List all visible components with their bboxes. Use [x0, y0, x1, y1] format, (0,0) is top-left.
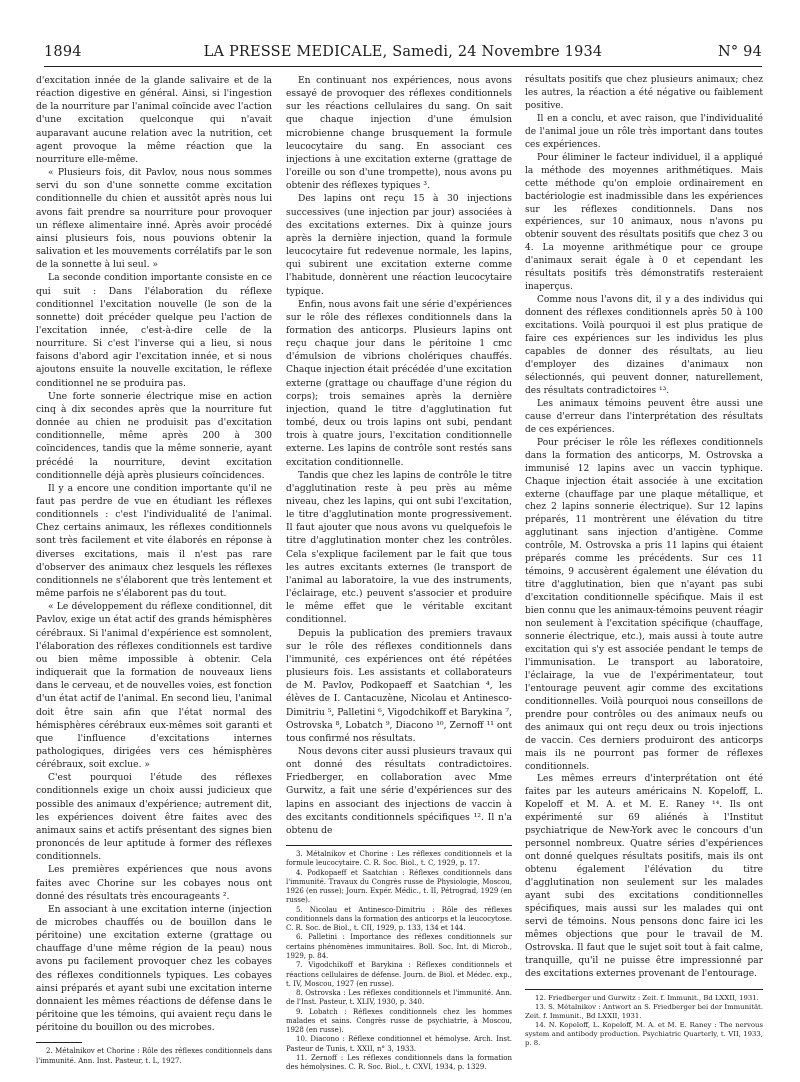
footnote: 10. Diacono : Réflexe conditionnel et hémolyse. Arch. Inst. Pasteur de Tunis, t. XXII, n° 3, 1933.: [286, 1035, 512, 1053]
footnote-divider: [525, 989, 763, 990]
footnote: 3. Métalnikov et Chorine : Les réflexes conditionnels et la formule leucocytaire. C. R. Soc. Biol., t. C, 1929, p. 17.: [286, 850, 512, 868]
paragraph: Comme nous l'avons dit, il y a des individus qui donnent des réflexes conditionnels après 50 à 100 excitations. Voilà pourquoi il est plus pratique de faire ces expériences sur les individus les plus capables de donner des résultats, au lieu d'employer des dizaines d'animaux non sélectionnés, qui peuvent donner, naturellement, des résultats contradictoires ¹³.: [525, 295, 763, 396]
paragraph: Pour préciser le rôle les réflexes conditionnels dans la formation des anticorps, M. Ostrovska a immunisé 12 lapins avec un vaccin typhique. Chaque injection était associée à une excitation externe (chauffage par une plaque métallique, et chez 2 lapins sonnerie électrique). Sur 12 lapins préparés, 11 montrèrent une élévation du titre agglutinant sans injection d'antigène. Comme contrôle, M. Ostrovska a pris 11 lapins qui étaient préparés comme les précédents. Sur ces 11 témoins, 9 accusèrent également une élévation du titre d'agglutination, bien que n'ayant pas subi d'excitation conditionnelle spécifique. Mais il est bien connu que les animaux-témoins peuvent réagir non seulement à l'excitation spécifique (chauffage, sonnerie électrique, etc.), mais aussi à toute autre excitation qui s'y est associée pendant le temps de l'immunisation. Le transport au laboratoire, l'éclairage, la vue de l'expérimentateur, tout l'entourage peuvent agir comme des excitations conditionnelles. Voilà pourquoi nous conseillons de prendre pour contrôles ou des animaux neufs ou des animaux qui ont reçu deux ou trois injections de vaccin. Ces derniers produiront des anticorps mais ils ne pourront pas former de réflexes conditionnels.: [525, 437, 763, 772]
paragraph: Depuis la publication des premiers travaux sur le rôle des réflexes conditionnels dans l'immunité, ces expériences ont été répétées plusieurs fois. Les assistants et collaborateurs de M. Pavlov, Podkopaeff et Saatchian ⁴, les élèves de I. Cantacuzène, Nicolau et Antinesco-Dimitriu ⁵, Palletini ⁶, Vigodchikoff et Barykina ⁷, Ostrovska ⁸, Lobatch ⁹, Diacono ¹⁰, Zernoff ¹¹ ont tous confirmé nos résultats.: [286, 627, 512, 744]
paragraph: Des lapins ont reçu 15 à 30 injections successives (une injection par jour) associées à des excitations externes. Dix à quinze jours après la dernière injection, quand la formule leucocytaire fut redevenue normale, les lapins, qui subirent une excitation externe comme l'habitude, donnèrent une réaction leucocytaire typique.: [286, 193, 512, 297]
footnote: 11. Zernoff : Les réflexes conditionnels dans la formation des hémolysines. C. R. Soc. Biol., t. CXVI, 1934, p. 1329.: [286, 1053, 512, 1072]
footnote: 8. Ostrovska : Les réflexes conditionnels et l'immunité. Ann. de l'Inst. Pasteur, t. XLIV, 1930, p. 340.: [286, 989, 512, 1007]
paragraph: La seconde condition importante consiste en ce qui suit : Dans l'élaboration du réflexe conditionnel l'excitation nouvelle (le son de la sonnette) doit précéder quelque peu l'action de l'excitation innée, c'est-à-dire celle de la nourriture. Si c'est l'inverse qui a lieu, si nous faisons d'abord agir l'excitation innée, et si nous ajoutons ensuite la nouvelle excitation, le réflexe conditionnel ne se produira pas.: [36, 272, 272, 389]
footnote-divider: [36, 1042, 82, 1043]
paragraph: Les mêmes erreurs d'interprétation ont été faites par les auteurs américains N. Kopeloff, L. Kopeloff et M. A. et M. E. Raney ¹⁴. Ils ont expérimenté sur 69 aliénés à l'Institut psychiatrique de New-York avec le concours d'un personnel nombreux. Quatre séries d'expériences ont donné quelques résultats positifs, mais ils ont obtenu également l'élévation du titre d'agglutination non seulement sur les malades ayant subi des excitations conditionnelles spécifiques, mais aussi sur les malades qui ont servi de témoins. Nous pensons donc faire ici les mêmes objections que pour le travail de M. Ostrovska. Il faut que le sujet soit tout à fait calme, tranquille, qu'il ne puisse être impressionné par des excitations externes provenant de l'entourage.: [525, 774, 763, 979]
footnotes: [286, 850, 512, 1072]
page-number: 1894: [44, 44, 82, 60]
paragraph: C'est pourquoi l'étude des réflexes conditionnels exige un choix aussi judicieux que possible des animaux d'expérience; autrement dit, les expériences doivent être faites avec des animaux sains et actifs présentant des signes bien prononcés de leur aptitude à former des réflexes conditionnels.: [36, 772, 272, 863]
paragraph: d'excitation innée de la glande salivaire et de la réaction digestive en général. Ainsi, si l'ingestion de la nourriture par l'animal coïncide avec l'action d'une excitation quelconque qui n'avait auparavant aucune relation avec la nutrition, cet agent provoque la même réaction que la nourriture elle-même.: [36, 75, 272, 165]
paragraph: « Le développement du réflexe conditionnel, dit Pavlov, exige un état actif des grands hémisphères cérébraux. Si l'animal d'expérience est somnolent, l'élaboration des réflexes conditionnels est tardive ou bien même impossible à obtenir. Cela indiquerait que la formation de nouveaux liens dans le cerveau, et de nouvelles voies, est fonction d'un état actif de l'animal. En second lieu, l'animal doit être sain afin que l'état normal des hémisphères cérébraux eux-mêmes soit garanti et que l'influence d'excitations internes pathologiques, dirigées vers ces hémisphères cérébraux, soit exclue. »: [36, 601, 272, 771]
footnote-divider: [286, 845, 512, 846]
footnote: 7. Vigodchikoff et Barykina : Réflexes conditionnels et réactions cellulaires de défense. Journ. de Biol. et Médec. exp., t. IV, Moscou, 1927 (en russe).: [286, 961, 512, 988]
footnote: 9. Lobatch : Réflexes conditionnels chez les hommes malades et sains. Congrès russe de psychiatrie, à Moscou, 1928 (en russe).: [286, 1007, 512, 1035]
journal-title: LA PRESSE MEDICALE, Samedi, 24 Novembre 1934: [203, 44, 603, 60]
paragraph: Les animaux témoins peuvent être aussi une cause d'erreur dans l'interprétation des résultats de ces expériences.: [525, 398, 763, 435]
page-header: [44, 40, 762, 67]
footnote: 5. Nicolau et Antinesco-Dimitriu : Rôle des réflexes conditionnels dans la formation des anticorps et la leucocytose. C. R. Soc. de Biol., t. CII, 1929, p. 133, 134 et 144.: [286, 905, 512, 933]
paragraph: Enfin, nous avons fait une série d'expériences sur le rôle des réflexes conditionnels dans la formation des anticorps. Plusieurs lapins ont reçu chaque jour dans le péritoine 1 cmc d'émulsion de vibrions cholériques chauffés. Chaque injection était précédée d'une excitation externe (grattage ou chauffage d'une région du corps); trois semaines après la dernière injection, quand le titre d'agglutination fut tombé, deux ou trois lapins ont subi, pendant trois à quatre jours, l'excitation conditionnelle externe. Les lapins de contrôle sont restés sans excitation conditionnelle.: [286, 298, 512, 468]
footnote: 2. Métalnikov et Chorine : Rôle des réflexes conditionnels dans l'immunité. Ann. Inst. Pasteur, t. L, 1927.: [36, 1047, 272, 1065]
paragraph: En associant à une excitation interne (injection de microbes chauffés ou de bouillon dans le péritoine) une excitation externe (grattage ou chauffage d'une même région de la peau) nous avons pu facilement provoquer chez les cobayes des réflexes conditionnels typiques. Les cobayes ainsi préparés et ayant subi une excitation interne donnaient les mêmes réactions de défense dans le péritoine que les témoins, qui avaient reçu dans le péritoine du bouillon ou des microbes.: [36, 903, 272, 1034]
paragraph: Nous devons citer aussi plusieurs travaux qui ont donné des résultats contradictoires. Friedberger, en collaboration avec Mme Gurwitz, a fait une série d'expériences sur des lapins en associant des injections de vaccin à des excitants conditionnels spécifiques ¹². Il n'a obtenu de: [286, 745, 512, 836]
paragraph: Il y a encore une condition importante qu'il ne faut pas perdre de vue en étudiant les réflexes conditionnels : c'est l'individualité de l'animal. Chez certains animaux, les réflexes conditionnels sont très facilement et vite élaborés en réponse à diverses excitations, mais il n'est pas rare d'observer des animaux chez lesquels les réflexes conditionnels ne s'élaborent que très lentement et même parfois ne s'élaborent pas du tout.: [36, 482, 272, 600]
footnote: 4. Podkopaeff et Saatchian : Réflexes conditionnels dans l'immunité. Travaux du Congrès russe de Physiologie, Moscou, 1926 (en russe); Journ. Expér. Médic., t. II, Pétrograd, 1929 (en russe).: [286, 868, 512, 905]
paragraph: En continuant nos expériences, nous avons essayé de provoquer des réflexes conditionnels sur les réactions cellulaires du sang. On sait que chaque injection d'une émulsion microbienne change brusquement la formule leucocytaire du sang. En associant ces injections à une excitation externe (grattage de l'oreille ou son d'une trompette), nous avons pu obtenir des réflexes typiques ³.: [286, 75, 512, 192]
paragraph: Une forte sonnerie électrique mise en action cinq à dix secondes après que la nourriture fut donnée au chien ne produisit pas d'excitation conditionnelle, même après 200 à 300 coïncidences, tandis que la même sonnerie, ayant précédé la nourriture, devint excitation conditionnelle déjà après plusieurs coïncidences.: [36, 390, 272, 481]
text-column-1: [36, 74, 272, 1066]
text-column-2: [286, 74, 512, 1072]
paragraph: Les premières expériences que nous avons faites avec Chorine sur les cobayes nous ont donné des résultats très encourageants ².: [36, 864, 272, 902]
paragraph: « Plusieurs fois, dit Pavlov, nous nous sommes servi du son d'une sonnette comme excitation conditionnelle du chien et aussitôt après nous lui avons fait prendre sa nourriture pour provoquer un réflexe alimentaire inné. Après avoir procédé ainsi plusieurs fois, nous pouvions obtenir la salivation et les mouvements corrélatifs par le son de la sonnette à lui seul. »: [36, 167, 272, 271]
paragraph: résultats positifs que chez plusieurs animaux; chez les autres, la réaction a été négative ou faiblement positive.: [525, 75, 763, 111]
footnotes: [36, 1047, 272, 1066]
footnote: 6. Palletini : Importance des réflexes conditionnels sur certains phénomènes immunitaires. Boll. Soc. Int. di Microb., 1929, p. 84.: [286, 933, 512, 960]
footnotes: [525, 994, 763, 1049]
paragraph: Tandis que chez les lapins de contrôle le titre d'agglutination reste à peu près au même niveau, chez les lapins, qui ont subi l'excitation, le titre d'agglutination monte progressivement. Il faut ajouter que nous avons vu quelquefois le titre d'agglutination monter chez les contrôles. Cela s'explique facilement par le fait que tous les autres excitants externes (le transport de l'animal au laboratoire, la vue des instruments, l'éclairage, etc.) peuvent s'associer et produire le même effet que le véritable excitant conditionnel.: [286, 469, 512, 626]
footnote: 14. N. Kopeloff, L. Kopeloff, M. A. et M. E. Raney : The nervous system and antibody production. Psychiatric Quarterly, t. VII, 1933, p. 8.: [525, 1021, 763, 1048]
paragraph: Pour éliminer le facteur individuel, il a appliqué la méthode des moyennes arithmétiques. Mais cette méthode qu'on emploie ordinairement en bactériologie est inadmissible dans les expériences sur les réflexes conditionnels. Dans nos expériences, sur 10 animaux, nous n'avons pu obtenir souvent des résultats positifs que chez 3 ou 4. La moyenne arithmétique pour ce groupe d'animaux serait égale à 0 et cependant les résultats positifs très démonstratifs resteraient inaperçus.: [525, 152, 763, 293]
paragraph: Il en a conclu, et avec raison, que l'individualité de l'animal joue un rôle très important dans toutes ces expériences.: [525, 113, 763, 150]
footnote: 12. Friedberger und Gurwitz : Zeit. f. Immunit., Bd LXXII, 1931.: [535, 993, 759, 1002]
text-column-3: [525, 74, 763, 1048]
issue-number: N° 94: [718, 44, 762, 60]
footnote: 13. S. Métalnikov : Antwort an S. Friedberger bei der Immunität. Zeit. f. Immunit., Bd LXXII, 1931.: [525, 1002, 763, 1020]
